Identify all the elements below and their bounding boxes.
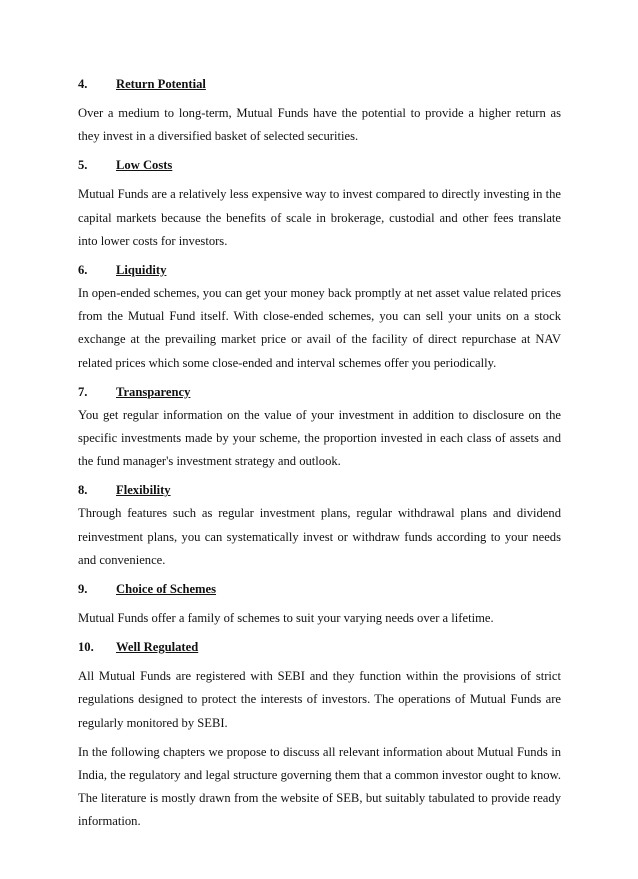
section-heading [78,578,561,601]
section-number: 8. [78,483,88,498]
section-paragraph: In open-ended schemes, you can get your money back promptly at net asset value related prices from the Mutual Fund itself. With close-ended schemes, you can sell your units on a stock exchange at the prevailing market price or avail of the facility of direct repurchase at NAV related prices which some close-ended and interval schemes offer you periodically. [78,286,561,370]
section-paragraph: In the following chapters we propose to discuss all relevant information about Mutual Funds in India, the regulatory and legal structure governing them that a common investor ought to know. The literature is mostly drawn from the website of SEB, but suitably tabulated to provide ready information. [78,744,561,829]
section-heading [78,381,561,404]
section-liquidity [78,259,561,375]
section-low-costs [78,154,561,253]
section-title: Liquidity [116,263,167,278]
section-paragraph: Mutual Funds are a relatively less expensive way to invest compared to directly investing in the capital markets because the benefits of scale in brokerage, custodial and other fees translate into lower costs for investors. [78,187,561,248]
section-number: 4. [78,77,88,91]
section-heading [78,479,561,502]
section-title: Choice of Schemes [116,582,217,597]
section-heading [78,154,561,177]
section-number: 7. [78,384,88,399]
section-heading [78,636,561,659]
section-flexibility [78,479,561,572]
section-paragraph: All Mutual Funds are registered with SEBI and they function within the provisions of strict regulations designed to protect the interests of investors. The operations of Mutual Funds are regularly monitored by SEBI. [78,669,561,730]
section-well-regulated [78,636,561,833]
section-heading [78,73,561,96]
section-heading [78,259,561,282]
section-title: Transparency [116,384,191,399]
section-return-potential [78,73,561,148]
section-number: 9. [78,582,88,597]
section-number: 5. [78,158,88,173]
document-page [78,73,561,834]
section-paragraph: Mutual Funds offer a family of schemes to suit your varying needs over a lifetime. [78,611,494,626]
section-number: 6. [78,263,88,278]
section-title: Well Regulated [116,640,199,655]
section-choice-of-schemes [78,578,561,630]
section-transparency [78,381,561,474]
section-title: Low Costs [116,158,173,173]
section-number: 10. [78,640,94,655]
section-title: Flexibility [116,483,171,498]
section-paragraph: Through features such as regular investment plans, regular withdrawal plans and dividend reinvestment plans, you can systematically invest or withdraw funds according to your needs and convenience. [78,506,561,567]
section-title: Return Potential [116,77,206,91]
section-paragraph: You get regular information on the value of your investment in addition to disclosure on the specific investments made by your scheme, the proportion invested in each class of assets and the fund manager's investment strategy and outlook. [78,407,561,469]
section-paragraph: Over a medium to long-term, Mutual Funds have the potential to provide a higher return as they invest in a diversified basket of selected securities. [78,106,561,144]
